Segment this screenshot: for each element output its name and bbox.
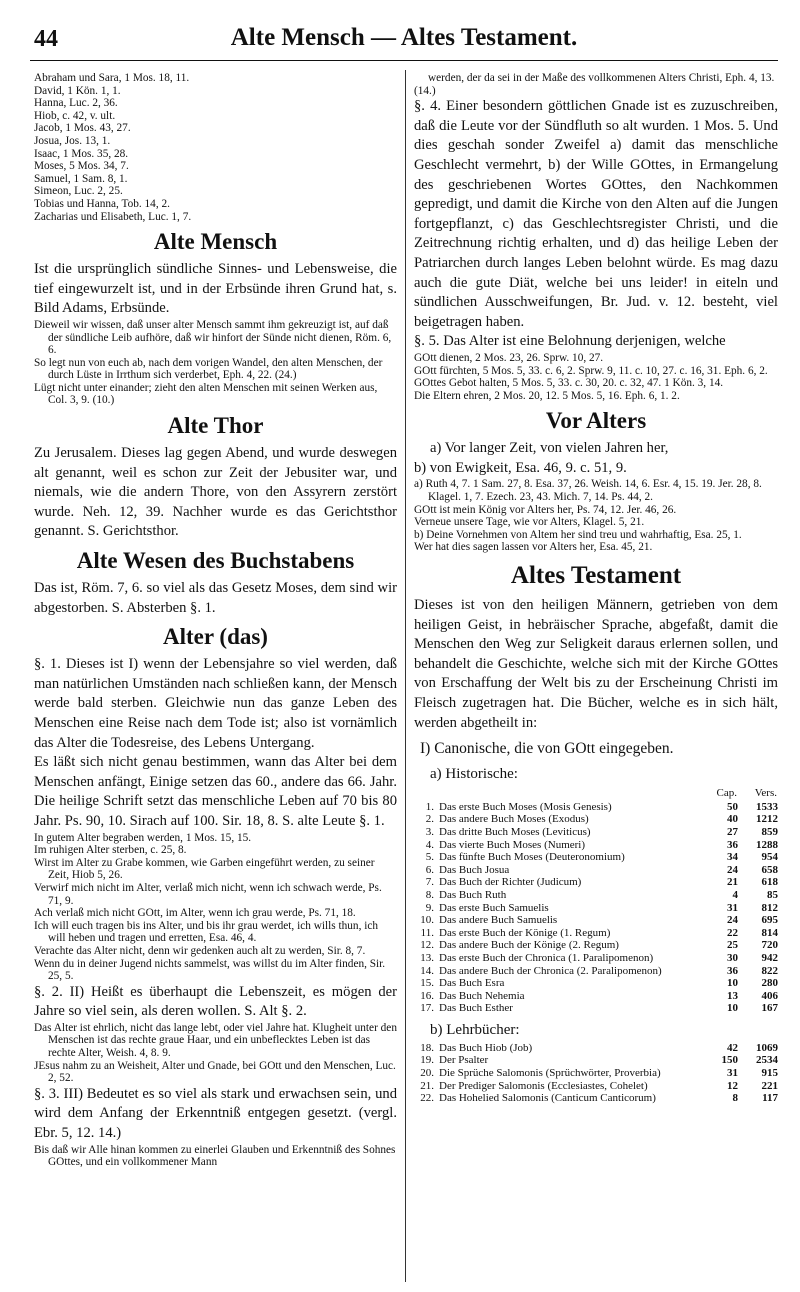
book-title: Das Buch Ruth — [439, 888, 507, 901]
book-title: Das andere Buch Moses (Exodus) — [439, 813, 589, 826]
alter-citations-2 — [34, 1022, 397, 1085]
verse-count: 915 — [761, 1067, 778, 1080]
alte-thor-body: Zu Jerusalem. Dieses lag gegen Abend, und wurde deswegen alt genannt, weil es schon zur Zeit der Jebusiter war, und niemals, wie die andern Thore, von den Assyrern zerstört wurde. Neh. 12, 39. Nachher wurde es das Gerichtsthor genannt. S. Gerichtsthor. — [34, 445, 397, 540]
alter-citations-3 — [34, 1144, 397, 1169]
chapter-count: 34 — [727, 851, 738, 864]
citation-line: Im ruhigen Alter sterben, c. 25, 8. — [34, 844, 187, 857]
chapter-count: 31 — [727, 1067, 738, 1080]
altes-testament-body: Dieses ist von den heiligen Männern, getrieben von dem heiligen Geist, in hebräischer Sprache, abgefaßt, damit die Menschen den Weg zur Seligkeit daraus erlernen sollen, und behandelt die Geschichte, welche sich mit der Kirche GOttes von Erschaffung der Welt bis zu der Erscheinung Christi im Fleisch zugetragen hat. Die Bücher, welche es in sich hält, werden abgetheilt in: — [414, 597, 778, 731]
citation-line: JEsus nahm zu an Weisheit, Alter und Gnade, bei GOtt und den Menschen, Luc. 2, 52. — [34, 1059, 396, 1085]
book-number: 12. — [420, 939, 434, 952]
teaching-heading: b) Lehrbücher: — [430, 1021, 520, 1038]
citation-line: So legt nun von euch ab, nach dem vorigen Wandel, den alten Menschen, der durch Lüste in Irrthum sich verderbet, Eph. 4, 22. (24.) — [34, 356, 383, 382]
alter-paragraph-3: §. 2. II) Heißt es überhaupt die Lebenszeit, es mögen der Jahre so viel sein, als deren wollen. S. Alt §. 2. — [34, 983, 397, 1020]
book-title: Das erste Buch Moses (Mosis Genesis) — [439, 800, 612, 813]
citation-line: Wenn du in deiner Jugend nichts sammelst, was willst du im Alter finden, Sir. 25, 5. — [34, 957, 386, 983]
citation-line: GOtt fürchten, 5 Mos. 5, 33. c. 6, 2. Sprw. 9, 11. c. 10, 27. c. 16, 31. Eph. 6, 2. — [414, 364, 768, 377]
verse-count: 1533 — [756, 800, 778, 813]
table-row — [414, 889, 778, 902]
verse-count: 812 — [761, 901, 778, 914]
book-number: 7. — [425, 876, 434, 889]
book-number: 16. — [420, 989, 434, 1002]
book-number: 22. — [420, 1092, 434, 1105]
heading-alte-thor: Alte Thor — [167, 413, 264, 439]
chapter-count: 40 — [727, 813, 738, 826]
chapter-count: 31 — [727, 901, 738, 914]
book-title: Das Buch Hiob (Job) — [439, 1041, 533, 1054]
chapter-count: 24 — [727, 914, 738, 927]
right-column — [414, 72, 778, 1105]
verse-count: 406 — [761, 989, 778, 1002]
book-title: Das Buch Josua — [439, 863, 510, 876]
heading-alte-mensch: Alte Mensch — [153, 229, 278, 255]
verse-count: 954 — [761, 851, 778, 864]
chapter-count: 42 — [727, 1041, 738, 1054]
table-row — [414, 927, 778, 940]
col-vers: Vers. — [754, 787, 777, 800]
alter-paragraph-6: §. 5. Das Alter ist eine Belohnung derjenigen, welche — [414, 333, 726, 350]
chapter-count: 24 — [727, 863, 738, 876]
chapter-count: 27 — [727, 825, 738, 838]
citation-line: b) Deine Vornehmen von Altem her sind treu und wahrhaftig, Esa. 25, 1. — [414, 528, 742, 541]
chapter-count: 36 — [727, 964, 738, 977]
heading-vor-alters: Vor Alters — [545, 408, 647, 434]
book-title: Das Buch Esra — [439, 977, 505, 990]
verse-count: 2534 — [756, 1054, 778, 1067]
chapter-count: 50 — [727, 800, 738, 813]
table-row — [414, 1042, 778, 1055]
table-row — [414, 851, 778, 864]
verse-count: 167 — [761, 1002, 778, 1015]
citation-line: Bis daß wir Alle hinan kommen zu einerlei Glauben und Erkenntniß des Sohnes GOttes, und ein vollkommener Mann — [34, 1143, 396, 1169]
book-title: Das vierte Buch Moses (Numeri) — [439, 838, 586, 851]
col-cap: Cap. — [716, 787, 737, 800]
table-row — [414, 1054, 778, 1067]
book-number: 3. — [425, 825, 434, 838]
verse-count: 618 — [761, 876, 778, 889]
book-number: 6. — [425, 863, 434, 876]
citation-line: Simeon, Luc. 2, 25. — [34, 185, 123, 198]
book-title: Das Buch der Richter (Judicum) — [439, 876, 582, 889]
citation-line: Ich will euch tragen bis ins Alter, und bis ihr grau werdet, ich wills thun, ich will heben und tragen und erretten, Esa. 46, 4. — [34, 919, 379, 945]
citation-line: Moses, 5 Mos. 34, 7. — [34, 160, 129, 173]
chapter-count: 10 — [727, 977, 738, 990]
citation-line: Wer hat dies sagen lassen vor Alters her, Esa. 45, 21. — [414, 541, 653, 554]
table-row — [414, 1092, 778, 1105]
table-row — [414, 902, 778, 915]
verse-count: 117 — [762, 1092, 778, 1105]
running-title: Alte Mensch — Altes Testament. — [230, 24, 578, 51]
chapter-count: 150 — [721, 1054, 738, 1067]
heading-alte-wesen: Alte Wesen des Buchstabens — [76, 548, 355, 574]
table-row — [414, 990, 778, 1003]
chapter-count: 12 — [727, 1079, 738, 1092]
alter-paragraph-1: §. 1. Dieses ist I) wenn der Lebensjahre so viel werden, daß man natürlichen Umständen nach schließen kann, der Mensch werde bald sterben. Gleichwie nun das ganze Leben des Menschen eine Reise nach dem Tode ist; also ist vornämlich das Alter die Todesreise, des Lebens Untergang. — [34, 656, 397, 751]
page-header — [30, 22, 778, 61]
chapter-count: 13 — [727, 989, 738, 1002]
chapter-count: 8 — [732, 1092, 738, 1105]
citation-line: Das Alter ist ehrlich, nicht das lange lebt, oder viel Jahre hat. Klugheit unter den Menschen ist das rechte graue Haar, und ein unbeflecktes Leben ist das rechte Alter, Weish. 4, 8. 9. — [34, 1021, 397, 1060]
chapter-count: 21 — [727, 876, 738, 889]
table-row — [414, 914, 778, 927]
table-row — [414, 813, 778, 826]
citation-line: Verwirf mich nicht im Alter, verlaß mich nicht, wenn ich schwach werde, Ps. 71, 9. — [34, 881, 382, 907]
book-title: Das andere Buch der Könige (2. Regum) — [439, 939, 619, 952]
table-row — [414, 826, 778, 839]
table-header-row — [414, 786, 778, 801]
alter-paragraph-4: §. 3. III) Bedeutet es so viel als stark und erwachsen sein, und wird dem Anfang der Erkenntniß entgegen gesetzt. (vergl. Ebr. 5, 12. 14.) — [34, 1085, 397, 1142]
citation-line: David, 1 Kön. 1, 1. — [34, 84, 121, 97]
table-row — [414, 876, 778, 889]
table-row — [414, 1067, 778, 1080]
book-title: Der Prediger Salomonis (Ecclesiastes, Cohelet) — [439, 1079, 648, 1092]
citation-line: GOtt dienen, 2 Mos. 23, 26. Sprw. 10, 27. — [414, 351, 604, 364]
book-number: 17. — [420, 1002, 434, 1015]
verse-count: 221 — [761, 1079, 778, 1092]
table-row — [414, 839, 778, 852]
heading-altes-testament: Altes Testament — [510, 562, 682, 590]
alte-mensch-body: Ist die ursprünglich sündliche Sinnes- und Lebensweise, die tief eingewurzelt ist, und in der Erbsünde ihren Grund hat, s. Bild Adams, Erbsünde. — [34, 261, 397, 317]
verse-count: 942 — [761, 951, 778, 964]
citation-line: Zacharias und Elisabeth, Luc. 1, 7. — [34, 210, 192, 223]
canonical-heading: I) Canonische, die von GOtt eingegeben. — [420, 740, 674, 758]
book-number: 10. — [420, 914, 434, 927]
citation-line: Ach verlaß mich nicht GOtt, im Alter, wenn ich grau werde, Ps. 71, 18. — [34, 907, 356, 920]
alter-citations-4 — [414, 352, 778, 402]
verse-count: 280 — [761, 977, 778, 990]
citation-line: Verneue unsere Tage, wie vor Alters, Klagel. 5, 21. — [414, 516, 645, 529]
left-column — [34, 72, 397, 1169]
citation-line: Tobias und Hanna, Tob. 14, 2. — [34, 197, 170, 210]
vor-alters-citations — [414, 478, 778, 554]
citation-line: Jacob, 1 Mos. 43, 27. — [34, 122, 131, 135]
book-number: 11. — [420, 926, 434, 939]
citation-line: Hanna, Luc. 2, 36. — [34, 97, 118, 110]
citation-line: Die Eltern ehren, 2 Mos. 20, 12. 5 Mos. 5, 16. Eph. 6, 1. 2. — [414, 389, 680, 402]
historical-heading: a) Historische: — [430, 766, 518, 783]
table-row — [414, 864, 778, 877]
table-row — [414, 1080, 778, 1093]
book-number: 14. — [420, 964, 434, 977]
book-number: 21. — [420, 1079, 434, 1092]
verse-count: 859 — [761, 825, 778, 838]
citation-line: a) Ruth 4, 7. 1 Sam. 27, 8. Esa. 37, 26. Weish. 14, 6. Esr. 4, 15. 19. Jer. 28, 8. Klagel. 1, 7. Ezech. 23, 43. Mich. 7, 14. Ps. 44, 2. — [414, 478, 762, 504]
chapter-count: 30 — [727, 951, 738, 964]
verse-count: 814 — [761, 926, 778, 939]
book-number: 8. — [425, 888, 434, 901]
table-row — [414, 952, 778, 965]
column-divider — [405, 70, 406, 1282]
citation-line: Wirst im Alter zu Grabe kommen, wie Garben eingeführt werden, zu seiner Zeit, Hiob 5, 26. — [34, 856, 375, 882]
book-number: 15. — [420, 977, 434, 990]
book-title: Das Hohelied Salomonis (Canticum Canticorum) — [439, 1092, 656, 1105]
citation-line: In gutem Alter begraben werden, 1 Mos. 15, 15. — [34, 831, 252, 844]
book-title: Das andere Buch der Chronica (2. Paralipomenon) — [439, 964, 662, 977]
citation-line: Hiob, c. 42, v. ult. — [34, 109, 116, 122]
book-number: 20. — [420, 1067, 434, 1080]
alter-paragraph-5: §. 4. Einer besondern göttlichen Gnade ist es zuzuschreiben, daß die Leute vor der Sündfluth so alt wurden. 1 Mos. 5. Und dies geschah sonder Zweifel a) damit das menschliche Geschlecht vermehrt, b) der Wille GOttes, in Ermangelung des geschriebenen Wortes GOttes, den Nachkommen gepredigt, und damit die Kirche von den Alten auf die Jungen fortgepflanzt, c) das Geschlechtsregister Christi, und die Zeitrechnung richtig erhalten, und d) das heilige Leben der Patriarchen durch langes Leben belohnt würde. Es mag dazu auch die gute Diät, welche bei uns leider! in eiteln und sündlichen Ausschweifungen, Br. Jud. v. 12. besteht, viel beigetragen haben. — [414, 98, 778, 330]
book-title: Das fünfte Buch Moses (Deuteronomium) — [439, 851, 625, 864]
vor-alters-line: a) Vor langer Zeit, von vielen Jahren her, — [430, 440, 669, 457]
citation-line: Verachte das Alter nicht, denn wir gedenken auch alt zu werden, Sir. 8, 7. — [34, 944, 366, 957]
heading-alter: Alter (das) — [163, 624, 268, 650]
table-row — [414, 1002, 778, 1015]
table-row — [414, 965, 778, 978]
table-row — [414, 977, 778, 990]
table-row — [414, 939, 778, 952]
chapter-count: 10 — [727, 1002, 738, 1015]
book-number: 1. — [425, 800, 434, 813]
verse-count: 1288 — [756, 838, 778, 851]
book-title: Die Sprüche Salomonis (Sprüchwörter, Proverbia) — [439, 1067, 661, 1080]
alter-citations-1 — [34, 832, 397, 983]
book-number: 5. — [425, 851, 434, 864]
teaching-books-table — [414, 1042, 778, 1105]
table-row — [414, 801, 778, 814]
citation-line: Samuel, 1 Sam. 8, 1. — [34, 172, 128, 185]
citation-line: GOttes Gebot halten, 5 Mos. 5, 33. c. 30, 20. c. 32, 47. 1 Kön. 3, 14. — [414, 377, 724, 390]
verse-count: 658 — [761, 863, 778, 876]
book-title: Das erste Buch Samuelis — [439, 901, 549, 914]
book-number: 13. — [420, 951, 434, 964]
book-title: Der Psalter — [439, 1054, 489, 1067]
page-number: 44 — [34, 26, 58, 52]
chapter-count: 22 — [727, 926, 738, 939]
verse-count: 85 — [767, 888, 778, 901]
citation-line: Lügt nicht unter einander; zieht den alten Menschen mit seinen Werken aus, Col. 3, 9. (10.) — [34, 381, 378, 407]
book-title: Das Buch Nehemia — [439, 989, 525, 1002]
vor-alters-lines — [414, 439, 778, 478]
book-number: 4. — [425, 838, 434, 851]
book-number: 18. — [420, 1041, 434, 1054]
book-number: 2. — [425, 813, 434, 826]
book-title: Das dritte Buch Moses (Leviticus) — [439, 825, 591, 838]
verse-count: 1069 — [756, 1041, 778, 1054]
alter-paragraph-2: Es läßt sich nicht genau bestimmen, wann das Alter bei dem Menschen anfängt, Einige setzen das 60., andere das 66. Jahr. Die heilige Schrift setzt das menschliche Leben auf 70 bis 80 Jahr. Ps. 90, 10. Sirach auf 100. Sir. 18, 8. S. alte Leute §. 1. — [34, 754, 397, 829]
citation-line: Dieweil wir wissen, daß unser alter Mensch sammt ihm gekreuzigt ist, auf daß der sündliche Leib aufhöre, daß wir hinfort der Sünde nicht dienen, Röm. 6, 6. — [34, 318, 392, 357]
vor-alters-line: b) von Ewigkeit, Esa. 46, 9. c. 51, 9. — [414, 459, 627, 476]
verse-count: 720 — [761, 939, 778, 952]
alte-mensch-citations — [34, 319, 397, 407]
citation-line: Isaac, 1 Mos. 35, 28. — [34, 147, 129, 160]
continued-citation: werden, der da sei in der Maße des vollkommenen Alters Christi, Eph. 4, 13. (14.) — [414, 72, 775, 97]
verse-count: 695 — [761, 914, 778, 927]
citation-line: Abraham und Sara, 1 Mos. 18, 11. — [34, 72, 190, 84]
chapter-count: 36 — [727, 838, 738, 851]
book-title: Das Buch Esther — [439, 1002, 513, 1015]
citation-line: Josua, Jos. 13, 1. — [34, 134, 111, 147]
book-number: 9. — [425, 901, 434, 914]
verse-count: 822 — [761, 964, 778, 977]
alte-wesen-body: Das ist, Röm. 7, 6. so viel als das Gesetz Moses, dem sind wir abgestorben. S. Absterben §. 1. — [34, 580, 397, 616]
book-title: Das andere Buch Samuelis — [439, 914, 558, 927]
historical-books-table — [414, 786, 778, 1015]
chapter-count: 4 — [732, 888, 738, 901]
chapter-count: 25 — [727, 939, 738, 952]
citation-line: GOtt ist mein König vor Alters her, Ps. 74, 12. Jer. 46, 26. — [414, 503, 677, 516]
verse-count: 1212 — [756, 813, 778, 826]
book-title: Das erste Buch der Könige (1. Regum) — [439, 926, 611, 939]
book-title: Das erste Buch der Chronica (1. Paralipomenon) — [439, 951, 654, 964]
top-citation-list — [34, 72, 397, 223]
book-number: 19. — [420, 1054, 434, 1067]
